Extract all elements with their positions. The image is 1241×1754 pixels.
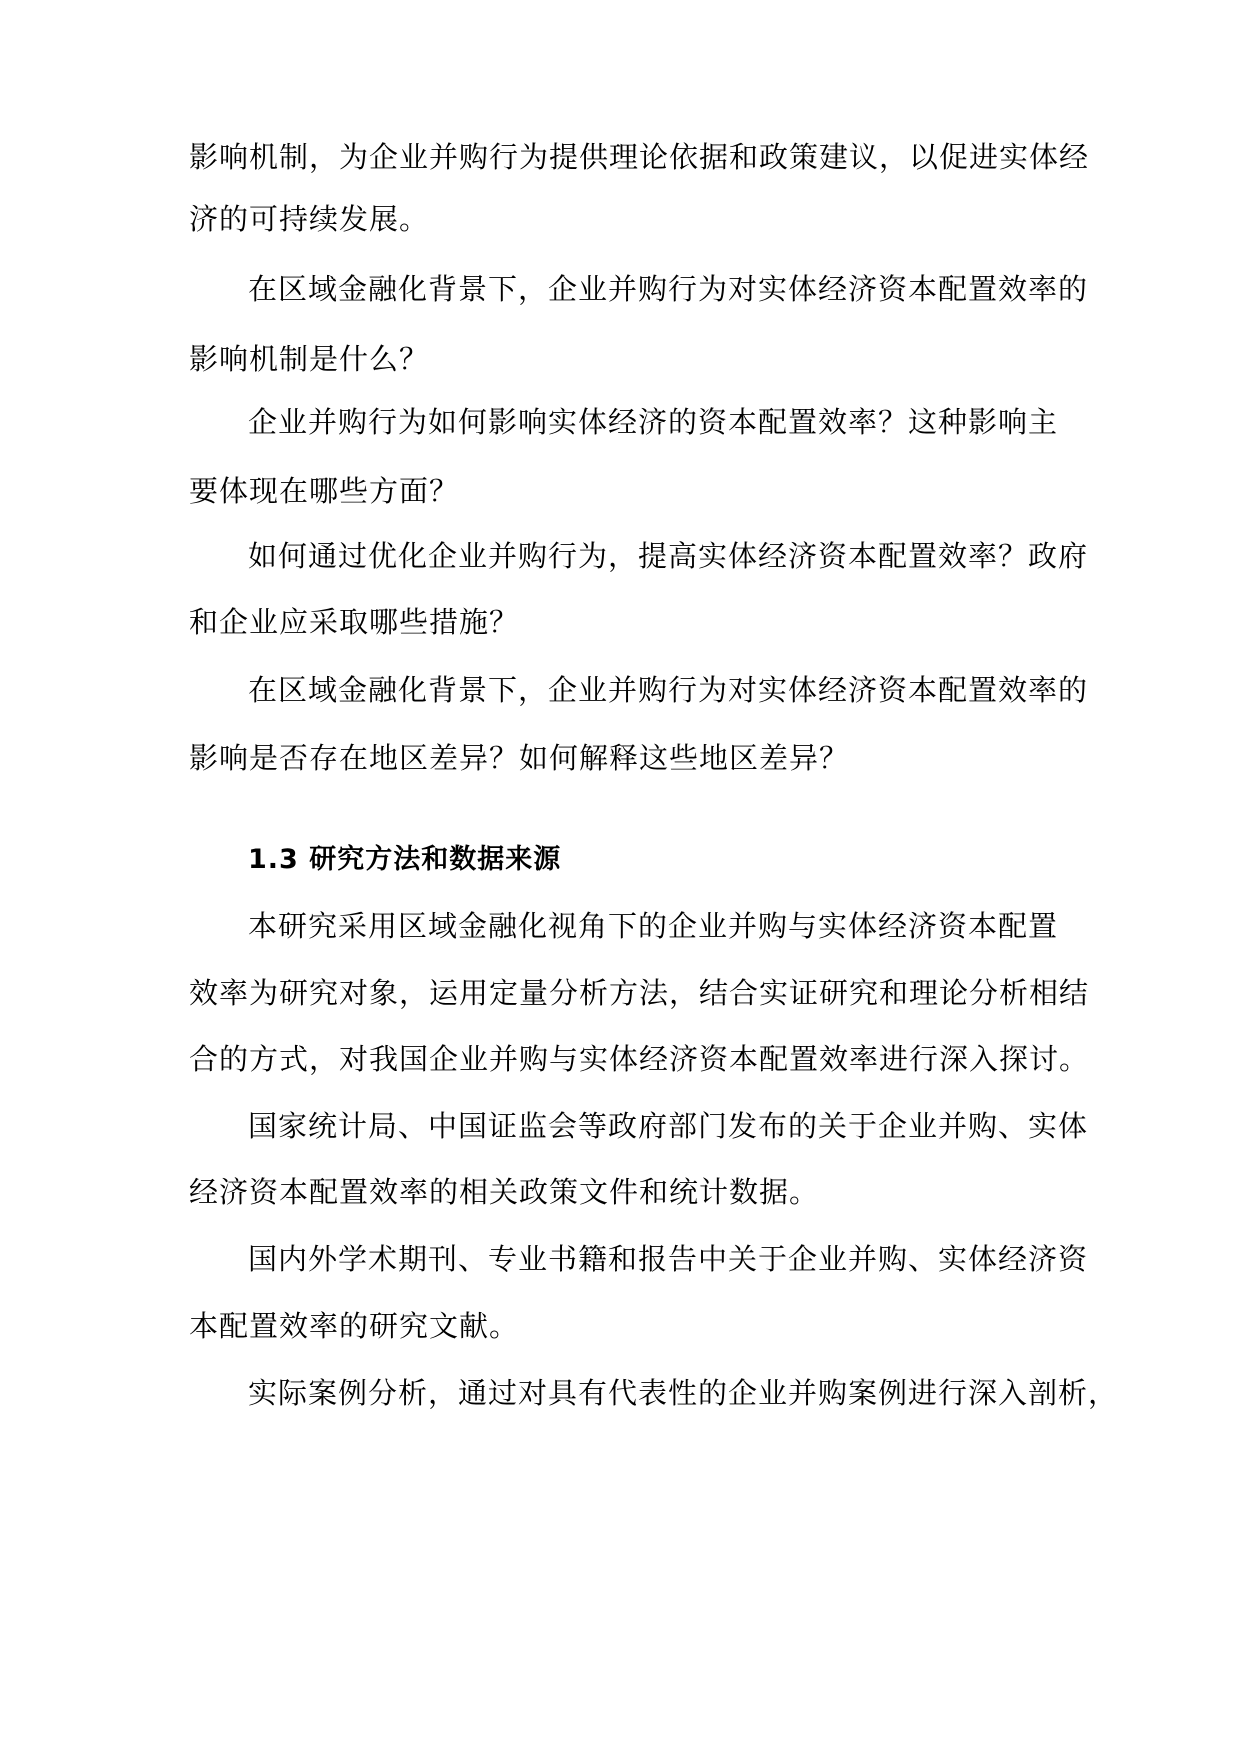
paragraph-line: 要体现在哪些方面？ [189, 474, 460, 508]
paragraph-line: 和企业应采取哪些措施？ [189, 605, 520, 639]
paragraph-line: 效率为研究对象，运用定量分析方法，结合实证研究和理论分析相结 [189, 976, 1090, 1010]
paragraph-line: 合的方式，对我国企业并购与实体经济资本配置效率进行深入探讨。 [189, 1042, 1090, 1076]
paragraph-line: 国家统计局、中国证监会等政府部门发布的关于企业并购、实体 [248, 1109, 1089, 1143]
paragraph-line: 实际案例分析，通过对具有代表性的企业并购案例进行深入剖析， [248, 1376, 1119, 1410]
paragraph-line: 在区域金融化背景下，企业并购行为对实体经济资本配置效率的 [248, 673, 1089, 707]
paragraph-line: 在区域金融化背景下，企业并购行为对实体经济资本配置效率的 [248, 272, 1089, 306]
paragraph-line: 影响机制，为企业并购行为提供理论依据和政策建议，以促进实体经 [189, 140, 1090, 174]
paragraph-line: 如何通过优化企业并购行为，提高实体经济资本配置效率？政府 [248, 539, 1089, 573]
paragraph-line: 济的可持续发展。 [189, 202, 430, 236]
paragraph-line: 影响机制是什么？ [189, 342, 430, 376]
paragraph-line: 影响是否存在地区差异？如何解释这些地区差异？ [189, 741, 850, 775]
paragraph-line: 企业并购行为如何影响实体经济的资本配置效率？这种影响主 [248, 405, 1059, 439]
paragraph-line: 国内外学术期刊、专业书籍和报告中关于企业并购、实体经济资 [248, 1242, 1089, 1276]
paragraph-line: 本配置效率的研究文献。 [189, 1309, 520, 1343]
section-heading: 1.3 研究方法和数据来源 [248, 844, 562, 875]
paragraph-line: 本研究采用区域金融化视角下的企业并购与实体经济资本配置 [248, 909, 1059, 943]
paragraph-line: 经济资本配置效率的相关政策文件和统计数据。 [189, 1175, 820, 1209]
